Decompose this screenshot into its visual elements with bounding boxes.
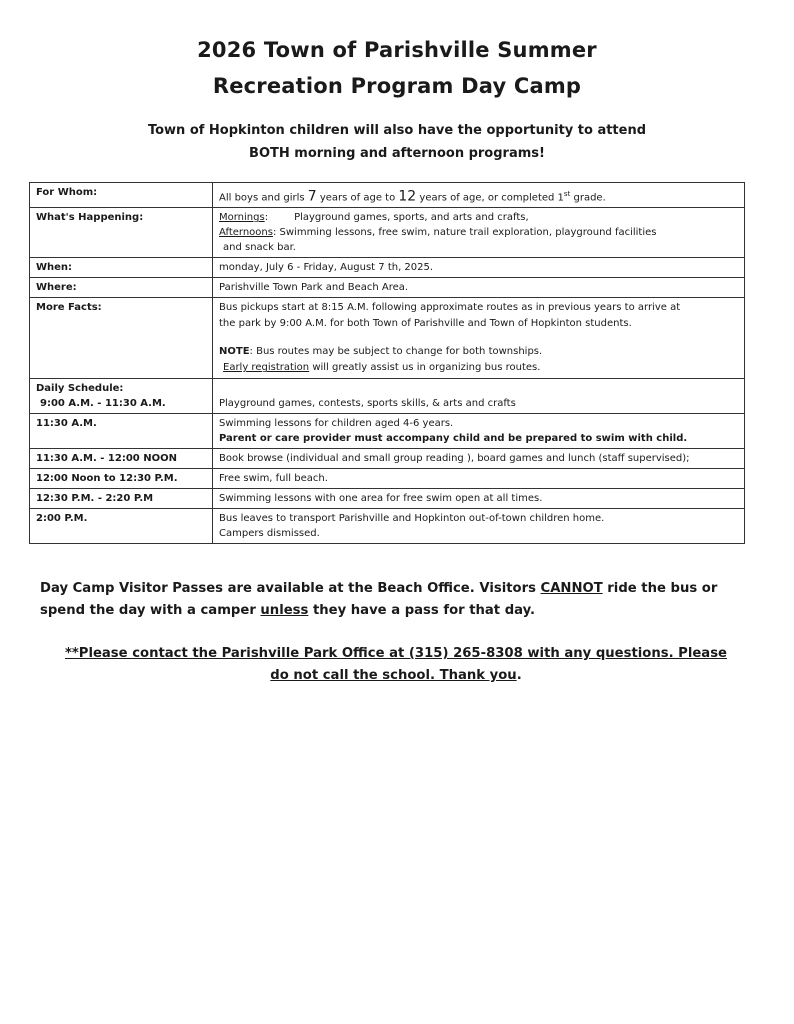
table-row <box>30 509 745 544</box>
swim-lessons-line: Swimming lessons for children aged 4-6 years. <box>219 418 454 430</box>
for-whom-text: years of age, or completed 1 <box>416 192 564 204</box>
early-registration-line <box>219 360 738 376</box>
row-label: For Whom: <box>30 183 213 208</box>
visitor-text: they have a pass for that day. <box>308 603 536 618</box>
early-registration-rest: will greatly assist us in organizing bus routes. <box>309 362 541 374</box>
row-value <box>213 298 745 379</box>
daily-schedule-label: Daily Schedule: <box>36 383 124 395</box>
row-value <box>213 509 745 544</box>
visitor-text: ride the bus or spend the day with a camper <box>40 581 718 618</box>
row-value <box>213 414 745 449</box>
table-row <box>30 379 745 414</box>
more-facts-line-2: the park by 9:00 A.M. for both Town of Parishville and Town of Hopkinton students. <box>219 318 632 330</box>
contact-notice <box>40 643 752 687</box>
subtitle-line-2: BOTH morning and afternoon programs! <box>249 146 545 161</box>
ordinal-suffix: st <box>563 190 571 198</box>
row-label: When: <box>30 258 213 278</box>
title-line-2: Recreation Program Day Camp <box>212 74 582 98</box>
afternoons-line <box>219 225 738 240</box>
table-row <box>30 489 745 509</box>
subtitle-line-1: Town of Hopkinton children will also have the opportunity to attend <box>147 123 647 138</box>
visitor-text: Day Camp Visitor Passes are available at the Beach Office. Visitors <box>40 581 541 596</box>
table-row <box>30 208 745 258</box>
bus-leaves-line: Bus leaves to transport Parishville and Hopkinton out-of-town children home. <box>219 513 605 525</box>
table-row <box>30 278 745 298</box>
mornings-text: Playground games, sports, and arts and crafts, <box>294 212 529 224</box>
row-value: Book browse (individual and small group reading ), board games and lunch (staff supervised); <box>213 449 745 469</box>
note-label: NOTE <box>219 346 250 358</box>
note-line <box>219 344 738 360</box>
row-value <box>213 208 745 258</box>
visitor-unless: unless <box>260 603 309 618</box>
contact-line-2-wrap <box>40 665 752 687</box>
daily-schedule-text: Playground games, contests, sports skills, & arts and crafts <box>219 398 516 410</box>
for-whom-text: All boys and girls <box>219 192 308 204</box>
campers-dismissed-line: Campers dismissed. <box>219 528 320 540</box>
parent-notice-line: Parent or care provider must accompany child and be prepared to swim with child. <box>219 433 688 445</box>
row-value: Swimming lessons with one area for free swim open at all times. <box>213 489 745 509</box>
row-label: 2:00 P.M. <box>30 509 213 544</box>
row-label: More Facts: <box>30 298 213 379</box>
for-whom-text: years of age to <box>316 192 399 204</box>
age-max: 12 <box>398 188 417 205</box>
table-row <box>30 469 745 489</box>
mornings-line <box>219 210 738 225</box>
row-value: monday, July 6 - Friday, August 7 th, 2025. <box>213 258 745 278</box>
row-label: 11:30 A.M. - 12:00 NOON <box>30 449 213 469</box>
row-label: 12:00 Noon to 12:30 P.M. <box>30 469 213 489</box>
row-label: What's Happening: <box>30 208 213 258</box>
visitor-cannot: CANNOT <box>540 581 603 596</box>
row-value <box>213 183 745 208</box>
early-registration: Early registration <box>223 362 310 374</box>
schedule-table <box>29 182 745 544</box>
mornings-label: Mornings <box>219 212 265 224</box>
row-label: 11:30 A.M. <box>30 414 213 449</box>
table-row <box>30 258 745 278</box>
row-label: Where: <box>30 278 213 298</box>
row-label: 12:30 P.M. - 2:20 P.M <box>30 489 213 509</box>
table-row <box>30 183 745 208</box>
mornings-colon: : <box>264 212 269 224</box>
table-row <box>30 298 745 379</box>
note-text: : Bus routes may be subject to change for both townships. <box>249 346 543 358</box>
title-line-1: 2026 Town of Parishville Summer <box>197 38 597 62</box>
for-whom-text: grade. <box>570 192 606 204</box>
afternoons-line-2: and snack bar. <box>223 242 296 254</box>
afternoons-label: Afternoons <box>219 227 273 239</box>
row-label <box>30 379 213 414</box>
afternoons-colon: : <box>272 227 277 239</box>
contact-line-2: do not call the school. Thank you <box>270 668 517 683</box>
table-row <box>30 449 745 469</box>
daily-schedule-time: 9:00 A.M. - 11:30 A.M. <box>40 398 166 410</box>
contact-line-1: **Please contact the Parishville Park Office at (315) 265-8308 with any questions. Please <box>64 646 727 661</box>
row-value <box>213 379 745 414</box>
visitor-pass-notice <box>40 578 752 622</box>
afternoons-text: Swimming lessons, free swim, nature trail exploration, playground facilities <box>276 227 657 239</box>
row-value: Parishville Town Park and Beach Area. <box>213 278 745 298</box>
row-value: Free swim, full beach. <box>213 469 745 489</box>
age-min: 7 <box>307 188 317 205</box>
contact-end: . <box>516 668 522 683</box>
more-facts-line-1: Bus pickups start at 8:15 A.M. following approximate routes as in previous years to arrive at <box>219 302 681 314</box>
table-row <box>30 414 745 449</box>
